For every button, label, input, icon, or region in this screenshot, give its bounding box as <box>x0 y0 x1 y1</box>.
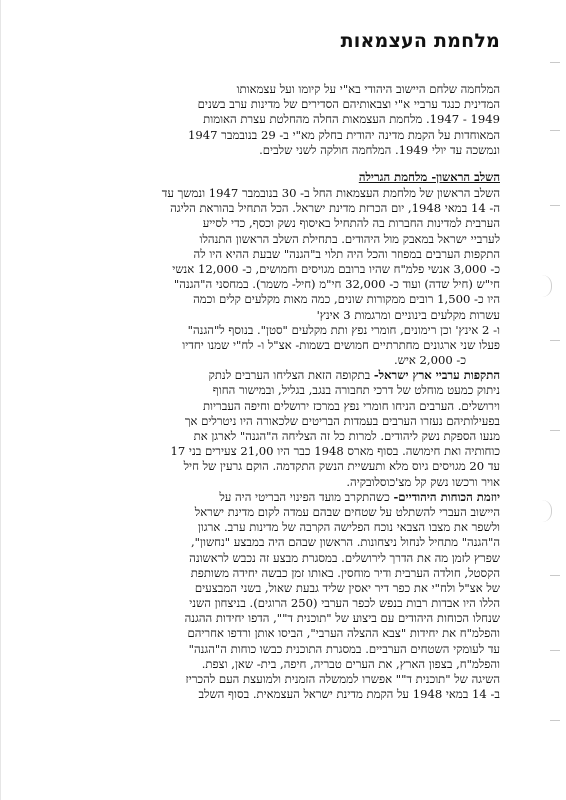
body-line-text: אויר ורכשו נשק קל מצ'כוסלובקיה. <box>346 474 500 489</box>
section-heading: השלב הראשון- מלחמת הגרילה <box>358 170 500 184</box>
body-line <box>64 414 500 429</box>
body-line-text: וירושלים. הערבים הניחו חומרי נפץ במרכז ירושלים וחיפה העבריות <box>202 398 500 413</box>
body-line <box>64 642 500 657</box>
body-line <box>64 687 500 702</box>
body-line-text: בתקופה הזאת הצליחו הערבים לנתק <box>208 368 374 383</box>
intro-line: ונמשכה עד יולי 1949. המלחמה חולקה לשני שלבים. <box>259 142 500 157</box>
body-line-text: עד 20 מגויסים גיוס מלא ותעשיית הנשק התקדמה. הוקם גרעין של חיל <box>183 459 500 474</box>
body-line-text: והפלמ"ח את יחידות "צבא ההצלה הערבי", הביסו אותן ורדפו אחריהם <box>187 626 500 641</box>
body-line-text: עשרות מקלעים בינוניים ומרגמות 3 אינץ' <box>316 307 500 322</box>
body-line <box>64 262 500 277</box>
body-line-text: חי"ש (חיל שדה) ועוד כ- 32,000 חי"מ (חיל- משמר). במחסני ה"הגנה" <box>173 277 500 292</box>
body-line <box>64 505 500 520</box>
body-line <box>64 323 500 338</box>
margin-mark <box>550 130 560 131</box>
body-line-text: התקפות הערבים במפוזר והכל היה תלוי ב"הגנה" שבעת ההיא היו לה <box>193 246 500 261</box>
body-line-text: והפלמ"ח, בצפון הארץ, את הערים טבריה, חיפה, בית- שאן, וצפת. <box>201 656 500 671</box>
body-line <box>64 596 500 611</box>
intro-line: המדינית כנגד ערביי א"י וצבאותיהם הסדירים של מדינות ערב בשנים <box>197 97 500 112</box>
body-line <box>64 186 500 201</box>
margin-mark <box>550 430 560 431</box>
body-line <box>64 657 500 672</box>
body-line <box>64 292 500 307</box>
margin-mark <box>550 340 560 341</box>
body-line-text: בפעילותיהם נעזרו הערבים בעמדות הבריטים שלכאורה היו ניטרלים אך <box>184 413 500 428</box>
body-line <box>64 247 500 262</box>
binder-hole-mark <box>537 500 552 522</box>
body-line <box>64 338 500 353</box>
body-line <box>64 232 500 247</box>
body-line-text: שפרץ לזמן מה את הדרך לירושלים. במסגרת מבצע זה נכבש לראשונה <box>189 550 500 565</box>
body-line-text: ה- 14 במאי 1948, יום הכרזת מדינת ישראל. הכל התחיל בהוראת הליגה <box>170 201 500 216</box>
body-section <box>64 170 500 702</box>
body-line <box>64 475 500 490</box>
binder-hole-mark <box>537 275 552 297</box>
body-line <box>64 383 500 398</box>
body-line-text: לערביי ישראל במאבק מול היהודים. בתחילת השלב הראשון התנהלו <box>199 231 500 246</box>
body-line-text: כ- 2,000 איש. <box>393 353 466 368</box>
body-line <box>64 566 500 581</box>
body-line <box>64 399 500 414</box>
intro-paragraph <box>64 82 500 158</box>
body-line-text: ב- 14 במאי 1948 על הקמת מדינת ישראל העצמאית. בסוף השלב <box>198 687 500 702</box>
body-line-text: שנחלו הכוחות היהודים עם ביצוע של "תוכנית ד"", הדפו יחידות ההגנה <box>184 611 500 626</box>
intro-line: המלחמה שלחם היישוב היהודי בא"י על קיומו ועל עצמאותו <box>236 82 500 96</box>
body-line <box>64 353 500 368</box>
body-line-text: מנעו הספקת נשק ליהודים. למרות כל זה הצליחה ה"הגנה" לארגן את <box>193 429 500 443</box>
body-line <box>64 626 500 641</box>
body-line <box>64 459 500 474</box>
body-line-text: של אצ"ל ולח"י את כפר דיר יאסין שליד גבעת שאול, בשני המבצעים <box>194 580 500 595</box>
body-line-text: ולשפר את מצבו הצבאי נוכח הפלישה הקרבה של מדינות ערב. ארגון <box>197 520 500 535</box>
body-line-text: כשהתקרב מועד הפינוי הבריטי היה על <box>219 489 394 504</box>
margin-mark <box>550 575 560 576</box>
margin-mark <box>550 720 560 721</box>
body-line <box>64 216 500 231</box>
body-line-text: ניתוק כמעט מוחלט של דרכי תחבורה בנגב, בגליל, ובמישור החוף <box>212 383 500 398</box>
body-line-text: הערבית למדינות החברות בה להתחיל באיסוף נשק וכסף, כדי לסייע <box>202 216 500 231</box>
margin-mark <box>550 650 560 651</box>
body-line <box>64 551 500 566</box>
body-line-text: הקסטל, חולדה הערבית ודיר מוחסין. באותו זמן כבשה יחידה משותפת <box>190 565 500 580</box>
body-line-text: כוחותיה ואת חימושה. בסוף מארס 1948 כבר היו 21,00 צעירים בני 17 <box>170 444 500 459</box>
body-line-text: היישוב העברי להשתלט על שטחים שבהם עמדה לקום מדינת ישראל <box>194 504 500 519</box>
document-title: מלחמת העצמאות <box>340 30 500 52</box>
body-line <box>64 672 500 687</box>
body-line <box>64 201 500 216</box>
body-line <box>64 535 500 550</box>
subsection-heading: יוזמת הכוחות היהודיים- <box>393 489 500 504</box>
body-line <box>64 308 500 323</box>
body-line <box>64 611 500 626</box>
body-line <box>64 277 500 292</box>
body-line <box>64 429 500 444</box>
body-line-text: הללו היו אבדות רבות בנפש לכפר הערבי (250 הרוגים). בניצחון השני <box>189 596 500 611</box>
body-line-text: פעלו שני ארגונים מחתרתיים חמושים בשמות- אצ"ל ו- לח"י שמנו יחדיו <box>182 337 500 352</box>
intro-line: 1949 - 1947. מלחמת העצמאות החלה מהחלטת עצרת האומות <box>203 112 500 127</box>
body-line <box>64 490 500 505</box>
body-line-text: ה"הגנה" מתחיל לנחול ניצחונות. הראשון שבהם היה במבצע "נחשון", <box>191 535 500 550</box>
body-line-text: עד לעומקי השטחים הערביים. במסגרת התוכנית כבשו כוחות ה"הגנה" <box>188 641 500 656</box>
body-line-text: היו כ- 1,500 רובים ממקורות שונים, כמה מאות מקלעים קלים וכמה <box>193 292 500 307</box>
margin-mark <box>550 62 560 63</box>
body-line-text: השלב הראשון של מלחמת העצמאות החל ב- 30 בנובמבר 1947 ונמשך עד <box>161 186 500 200</box>
body-line-text: השיגה של "תוכנית ד"" אפשרו לממשלה הזמנית ולמועצת העם להכריז <box>185 672 500 686</box>
body-line <box>64 444 500 459</box>
margin-mark <box>550 205 560 206</box>
body-line-text: כ- 3,000 אנשי פלמ"ח שהיו ברובם מגויסים וחמושים, כ- 12,000 אנשי <box>172 261 500 276</box>
body-line <box>64 520 500 535</box>
subsection-heading: התקפות ערביי ארץ ישראל- <box>373 368 500 383</box>
body-line <box>64 581 500 596</box>
intro-line: המאוחדות על הקמת מדינה יהודית בחלק מא"י ב- 29 בנובמבר 1947 <box>187 127 500 142</box>
body-line <box>64 368 500 383</box>
body-line-text: ו- 2 אינץ' וכן רימונים, חומרי נפץ ותת מקלעים "סטן". בנוסף ל"הגנה" <box>187 322 500 337</box>
